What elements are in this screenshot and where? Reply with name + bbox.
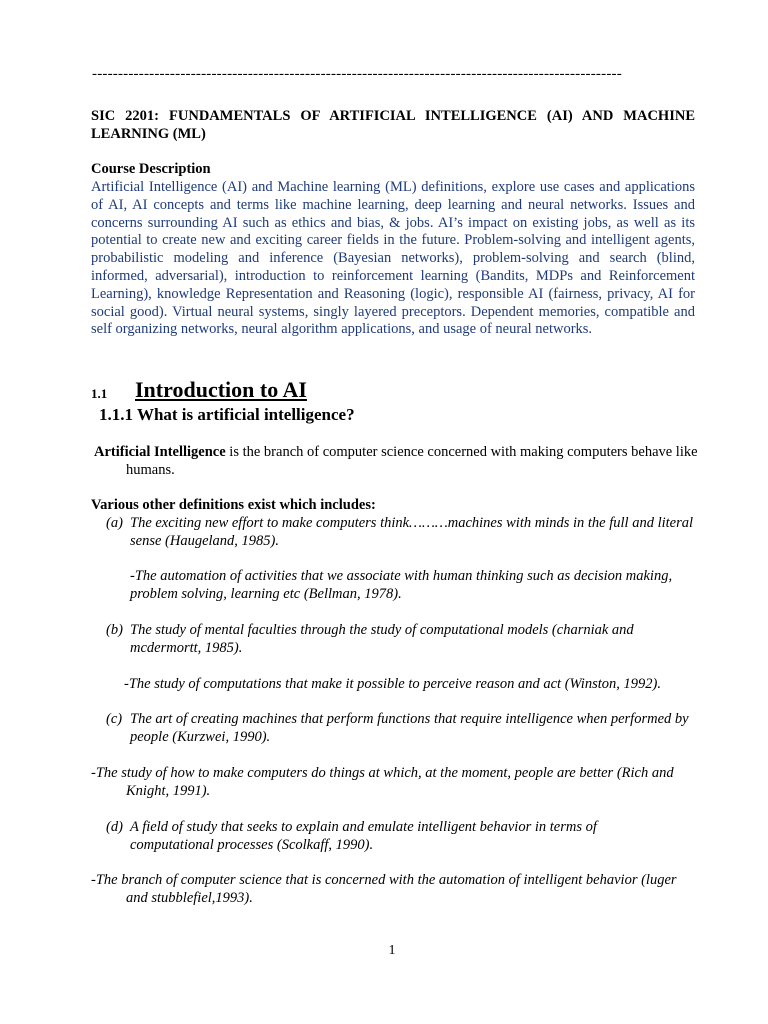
ai-definition bbox=[94, 444, 727, 480]
definition-d-label: (d) bbox=[106, 819, 123, 835]
definition-b-text: The study of mental faculties through the study of computational models (charniak and mcdermortt, 1985). bbox=[130, 622, 634, 656]
definition-b-extra: -The study of computations that make it possible to perceive reason and act (Winston, 1992). bbox=[124, 676, 661, 692]
course-description-heading: Course Description bbox=[91, 161, 211, 177]
definition-d bbox=[106, 819, 635, 855]
various-definitions-heading: Various other definitions exist which includes: bbox=[91, 497, 376, 513]
course-description-body: Artificial Intelligence (AI) and Machine learning (ML) definitions, explore use cases and applications of AI, AI concepts and terms like machine learning, deep learning and neural networks. Issues and concerns surrounding AI such as ethics and bias, & jobs. AI’s impact on existing jobs, as well as its potential to create new and exciting career fields in the future. Problem-solving and intelligent agents, probabilistic modeling and inference (Bayesian networks), problem-solving and search (blind, informed, adversarial), introduction to reinforcement learning (Bandits, MDPs and Reinforcement Learning), knowledge Representation and Reasoning (logic), responsible AI (fairness, privacy, AI for social good). Virtual neural systems, singly layered preceptors. Dependent memories, compatible and self organizing networks, neural algorithm applications, and usage of neural networks. bbox=[91, 179, 695, 338]
definition-a-extra: -The automation of activities that we associate with human thinking such as decision making, problem solving, learning etc (Bellman, 1978). bbox=[130, 568, 673, 602]
definition-d-extra: -The branch of computer science that is concerned with the automation of intelligent behavior (luger and stubblefiel,1993). bbox=[91, 872, 677, 906]
page-number: 1 bbox=[388, 943, 396, 958]
ai-definition-text: is the branch of computer science concerned with making computers behave like humans. bbox=[126, 444, 698, 478]
header-rule: ------------------------------------------------------------------------------------------------------ bbox=[92, 66, 622, 82]
section-number: 1.1 bbox=[91, 386, 108, 401]
section-title: Introduction to AI bbox=[135, 377, 307, 402]
definition-c-label: (c) bbox=[106, 711, 123, 727]
definition-a-text: The exciting new effort to make computers think………machines with minds in the full and literal sense (Haugeland, 1985). bbox=[130, 515, 694, 549]
course-title: SIC 2201: FUNDAMENTALS OF ARTIFICIAL INTELLIGENCE (AI) AND MACHINE LEARNING (ML) bbox=[91, 108, 695, 142]
definition-d-text: A field of study that seeks to explain and emulate intelligent behavior in terms of computational processes (Scolkaff, 1990). bbox=[130, 819, 597, 853]
subsection-title: 1.1.1 What is artificial intelligence? bbox=[99, 405, 355, 424]
definition-c-text: The art of creating machines that perform functions that require intelligence when performed by people (Kurzwei, 1990). bbox=[130, 711, 689, 745]
definition-b bbox=[106, 622, 670, 658]
definition-b-label: (b) bbox=[106, 622, 123, 638]
definition-a-label: (a) bbox=[106, 515, 123, 531]
definition-a bbox=[106, 515, 695, 551]
definition-c-extra: -The study of how to make computers do things at which, at the moment, people are better (Rich and Knight, 1991). bbox=[91, 765, 674, 799]
ai-definition-term: Artificial Intelligence bbox=[94, 444, 226, 460]
definition-c bbox=[106, 711, 695, 747]
